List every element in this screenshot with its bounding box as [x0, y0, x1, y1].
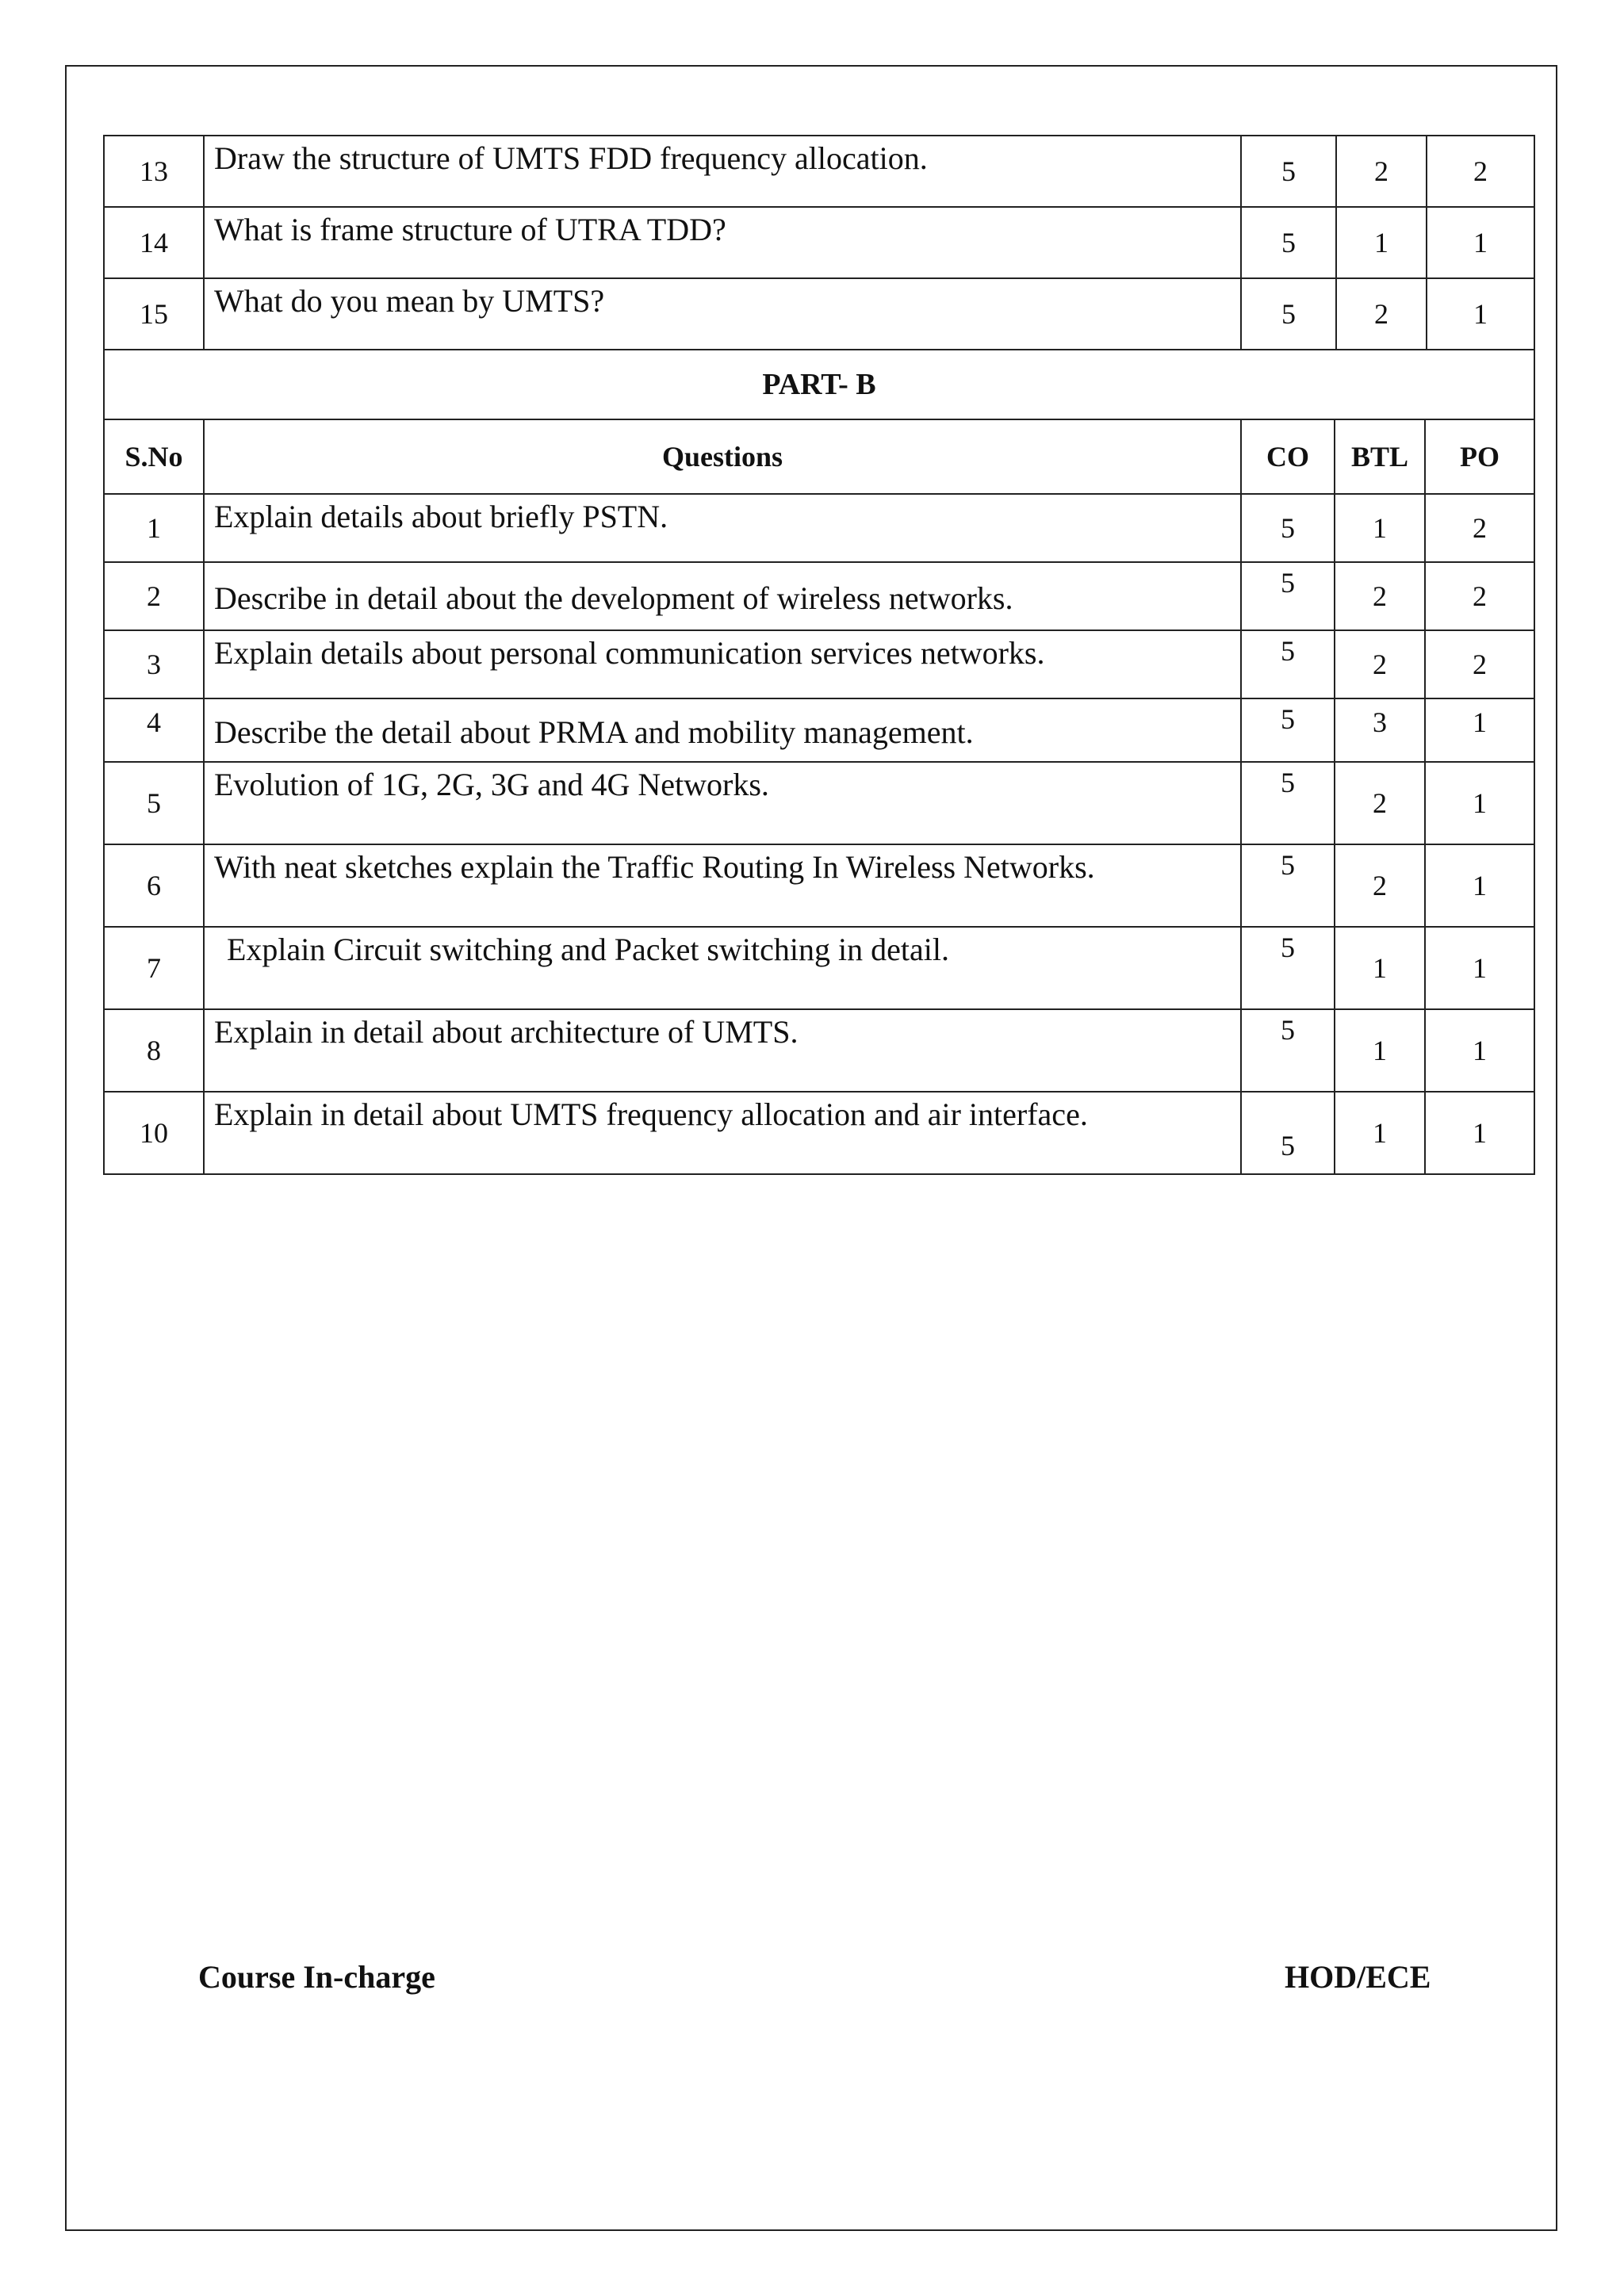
header-sno: S.No: [104, 419, 204, 494]
po-cell: 1: [1425, 1092, 1534, 1174]
btl-cell: 1: [1335, 1009, 1425, 1092]
signature-course-in-charge: Course In-charge: [198, 1959, 435, 1995]
question-cell: Explain in detail about architecture of UMTS.: [204, 1009, 1241, 1092]
btl-cell: 2: [1336, 136, 1427, 207]
part-b-title-row: [104, 350, 1534, 419]
question-cell: Explain details about briefly PSTN.: [204, 494, 1241, 562]
table-row: [104, 927, 1534, 1009]
table-row: [104, 844, 1534, 927]
question-cell: What do you mean by UMTS?: [204, 278, 1241, 350]
sno-cell: 6: [104, 844, 204, 927]
btl-cell: 1: [1335, 927, 1425, 1009]
co-cell: 5: [1241, 1092, 1335, 1174]
po-cell: 1: [1425, 698, 1534, 762]
sno-cell: 14: [104, 207, 204, 278]
co-cell: 5: [1241, 562, 1335, 630]
co-cell: 5: [1241, 494, 1335, 562]
sno-cell: 1: [104, 494, 204, 562]
table-row: [104, 1092, 1534, 1174]
question-cell: Explain in detail about UMTS frequency allocation and air interface.: [204, 1092, 1241, 1174]
co-cell: 5: [1241, 136, 1336, 207]
po-cell: 2: [1425, 630, 1534, 698]
co-cell: 5: [1241, 698, 1335, 762]
header-btl: BTL: [1335, 419, 1425, 494]
btl-cell: 2: [1335, 562, 1425, 630]
po-cell: 2: [1425, 562, 1534, 630]
btl-cell: 2: [1335, 630, 1425, 698]
header-row: [104, 419, 1534, 494]
btl-cell: 2: [1335, 844, 1425, 927]
sno-cell: 5: [104, 762, 204, 844]
part-b-table: [103, 349, 1535, 1175]
table-row: [104, 136, 1534, 207]
signature-hod: HOD/ECE: [1285, 1959, 1431, 1995]
po-cell: 1: [1427, 278, 1534, 350]
sno-cell: 13: [104, 136, 204, 207]
co-cell: 5: [1241, 630, 1335, 698]
table-row: [104, 278, 1534, 350]
sno-cell: 15: [104, 278, 204, 350]
po-cell: 1: [1425, 762, 1534, 844]
table-row: [104, 698, 1534, 762]
po-cell: 1: [1425, 844, 1534, 927]
header-co: CO: [1241, 419, 1335, 494]
co-cell: 5: [1241, 207, 1336, 278]
sno-cell: 2: [104, 562, 204, 630]
po-cell: 2: [1427, 136, 1534, 207]
header-po: PO: [1425, 419, 1534, 494]
sno-cell: 8: [104, 1009, 204, 1092]
sno-cell: 7: [104, 927, 204, 1009]
btl-cell: 1: [1335, 494, 1425, 562]
co-cell: 5: [1241, 927, 1335, 1009]
question-cell: Evolution of 1G, 2G, 3G and 4G Networks.: [204, 762, 1241, 844]
part-b-title: PART- B: [104, 350, 1534, 419]
btl-cell: 2: [1336, 278, 1427, 350]
btl-cell: 1: [1336, 207, 1427, 278]
co-cell: 5: [1241, 278, 1336, 350]
table-row: [104, 630, 1534, 698]
sno-cell: 10: [104, 1092, 204, 1174]
table-row: [104, 1009, 1534, 1092]
po-cell: 1: [1425, 1009, 1534, 1092]
co-cell: 5: [1241, 1009, 1335, 1092]
question-cell: With neat sketches explain the Traffic Routing In Wireless Networks.: [204, 844, 1241, 927]
part-a-table: [103, 135, 1535, 350]
question-cell: Describe the detail about PRMA and mobility management.: [204, 698, 1241, 762]
header-questions: Questions: [204, 419, 1241, 494]
question-cell: Explain Circuit switching and Packet switching in detail.: [204, 927, 1241, 1009]
po-cell: 1: [1427, 207, 1534, 278]
table-row: [104, 494, 1534, 562]
co-cell: 5: [1241, 762, 1335, 844]
question-cell: Describe in detail about the development of wireless networks.: [204, 562, 1241, 630]
sno-cell: 3: [104, 630, 204, 698]
question-cell: What is frame structure of UTRA TDD?: [204, 207, 1241, 278]
table-row: [104, 207, 1534, 278]
table-row: [104, 562, 1534, 630]
btl-cell: 3: [1335, 698, 1425, 762]
po-cell: 1: [1425, 927, 1534, 1009]
question-cell: Draw the structure of UMTS FDD frequency allocation.: [204, 136, 1241, 207]
table-row: [104, 762, 1534, 844]
co-cell: 5: [1241, 844, 1335, 927]
btl-cell: 1: [1335, 1092, 1425, 1174]
btl-cell: 2: [1335, 762, 1425, 844]
question-cell: Explain details about personal communication services networks.: [204, 630, 1241, 698]
sno-cell: 4: [104, 698, 204, 762]
po-cell: 2: [1425, 494, 1534, 562]
